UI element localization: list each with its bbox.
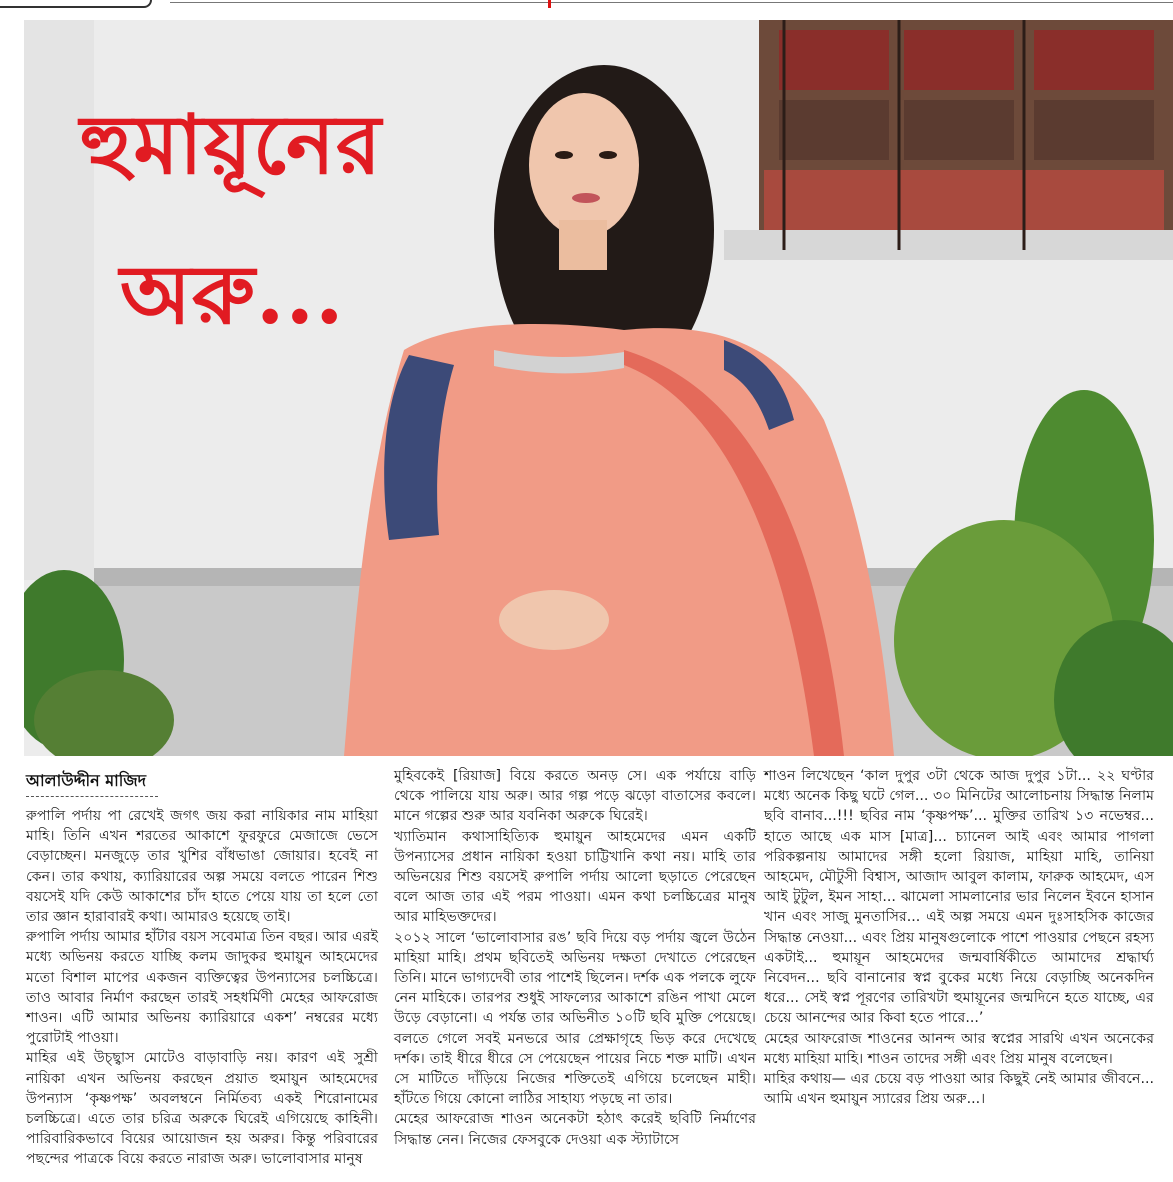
paragraph: মাহির এই উচ্ছ্বাস মোটেও বাড়াবাড়ি নয়। কারণ এই সুশ্রী নায়িকা এখন অভিনয় করছেন প্রয়াত হুমায়ুন আহমেদের উপন্যাস ‘কৃষ্ণপক্ষ’ অবলম্বনে নির্মিতব্য একই শিরোনামের চলচ্চিত্রে। এতে তার চরিত্র অরুকে ঘিরেই এগিয়েছে কাহিনী। পারিবারিকভাবে বিয়ের আয়োজন হয় অরুর। কিন্তু পরিবারের পছন্দের পাত্রকে বিয়ে করতে নারাজ অরু। ভালোবাসার মানুষ xyxy=(26,1050,378,1168)
paragraph: মুহিবকেই [রিয়াজ] বিয়ে করতে অনড় সে। এক পর্যায়ে বাড়ি থেকে পালিয়ে যায় অরু। আর গল্প পড়ে ঝড়ো বাতাসের কবলে। মানে গল্পের শুরু আর যবনিকা অরুকে ঘিরেই। xyxy=(394,768,756,825)
top-red-mark xyxy=(548,0,551,8)
article-column-1 xyxy=(26,806,378,1170)
paragraph: মেহের আফরোজ শাওনের আনন্দ আর স্বপ্নের সারথি এখন অনেকের মধ্যে মাহিয়া মাহি। শাওন তাদের সঙ্গী এবং প্রিয় মানুষ বলেছেন। xyxy=(764,1030,1154,1067)
window-frame xyxy=(724,20,1173,260)
headline-line-2: অরু... xyxy=(120,247,345,343)
headline-line-1: হুমায়ূনের xyxy=(80,97,382,193)
paragraph: শাওন লিখেছেন ‘কাল দুপুর ৩টা থেকে আজ দুপুর ১টা... ২২ ঘণ্টার মধ্যে অনেক কিছু ঘটে গেল... ৩০ মিনিটের আলোচনায় সিদ্ধান্ত নিলাম ছবি বানাব...!!! ছবির নাম ‘কৃষ্ণপক্ষ’... মুক্তির তারিখ ১৩ নভেম্বর... হাতে আছে এক মাস [মাত্র]... চ্যানেল আই এবং আমার পাগলা পরিকল্পনায় আমাদের সঙ্গী হলো রিয়াজ, মাহিয়া মাহি, তানিয়া আহমেদ, মৌটুসী বিশ্বাস, আজাদ আবুল কালাম, ফারুক আহমেদ, এস আই টুটুল, ইমন সাহা... ঝামেলা সামলানোর ভার নিলেন ইবনে হাসান খান এবং সাজু মুনতাসির... এই অল্প সময়ে এমন দুঃসাহসিক কাজের সিদ্ধান্ত নেওয়া... এবং প্রিয় মানুষগুলোকে পাশে পাওয়ার পেছনে রহস্য একটাই... হুমায়ূন আহমেদের জন্মবার্ষিকীতে আমাদের শ্রদ্ধার্ঘ্য নিবেদন... ছবি বানানোর স্বপ্ন বুকের মধ্যে নিয়ে বেড়াচ্ছি অনেকদিন ধরে... সেই স্বপ্ন পূরণের তারিখটা হুমায়ূনের জন্মদিনে হতে যাচ্ছে, এর চেয়ে আনন্দের আর কিবা হতে পারে...’ xyxy=(764,768,1154,1027)
byline: আলাউদ্দীন মাজিদ xyxy=(26,771,147,790)
paragraph: রুপালি পর্দায় আমার হাঁটার বয়স সবেমাত্র তিন বছর। আর এরই মধ্যে অভিনয় করতে যাচ্ছি কলম জাদুকর হুমায়ুন আহমেদের মতো বিশাল মাপের একজন ব্যক্তিত্বের উপন্যাসের চলচ্চিত্রে। তাও আবার নির্মাণ করছেন তারই সহধর্মিণী মেহের আফরোজ শাওন। এটি আমার অভিনয় ক্যারিয়ারে একশ’ নম্বরের মধ্যে পুরোটাই পাওয়া। xyxy=(26,929,378,1047)
page-top-strip xyxy=(0,0,1173,14)
paragraph: মাহির কথায়— এর চেয়ে বড় পাওয়া আর কিছুই নেই আমার জীবনে... আমি এখন হুমায়ুন স্যারের প্রিয় অরু...। xyxy=(764,1071,1154,1108)
page-tab-frame xyxy=(0,0,152,8)
article-column-3 xyxy=(764,766,1154,1109)
byline-rule xyxy=(26,796,158,797)
paragraph: রুপালি পর্দায় পা রেখেই জগৎ জয় করা নায়িকার নাম মাহিয়া মাহি। তিনি এখন শরতের আকাশে ফুরফুরে মেজাজে ভেসে বেড়াচ্ছেন। মনজুড়ে তার খুশির বাঁধভাঙা জোয়ার। হবেই না কেন। তার কথায়, ক্যারিয়ারের অল্প সময়ে বলতে পারেন শিশু বয়সেই যদি কেউ আকাশের চাঁদ হাতে পেয়ে যায় তা হলে তো তার জ্ঞান হারাবারই কথা। আমারও হয়েছে তাই। xyxy=(26,808,378,926)
paragraph: মেহের আফরোজ শাওন অনেকটা হঠাৎ করেই ছবিটি নির্মাণের সিদ্ধান্ত নেন। নিজের ফেসবুকে দেওয়া এক স্ট্যাটাসে xyxy=(394,1111,756,1148)
top-rule xyxy=(170,2,1173,3)
headline xyxy=(80,70,440,370)
article-column-2 xyxy=(394,766,756,1150)
paragraph: ২০১২ সালে ‘ভালোবাসার রঙ’ ছবি দিয়ে বড় পর্দায় জ্বলে উঠেন মাহিয়া মাহি। প্রথম ছবিতেই অভিনয় দক্ষতা দেখাতে পেরেছেন তিনি। মানে ভাগ্যদেবী তার পাশেই ছিলেন। দর্শক এক পলকে লুফে নেন মাহিকে। তারপর শুধুই সাফল্যের আকাশে রঙিন পাখা মেলে উড়ে বেড়ানো। এ পর্যন্ত তার অভিনীত ১০টি ছবি মুক্তি পেয়েছে। বলতে গেলে সবই মনভরে আর প্রেক্ষাগৃহে ভিড় করে দেখেছে দর্শক। তাই ধীরে ধীরে সে পেয়েছেন পায়ের নিচে শক্ত মাটি। এখন সে মাটিতে দাঁড়িয়ে নিজের শক্তিতেই এগিয়ে চলেছেন মাহী। হাঁটতে গিয়ে কোনো লাঠির সাহায্য পড়ছে না তার। xyxy=(394,929,756,1108)
paragraph: খ্যাতিমান কথাসাহিত্যিক হুমায়ুন আহমেদের এমন একটি উপন্যাসের প্রধান নায়িকা হওয়া চাট্টিখানি কথা নয়। মাহি তার অভিনয়ের শিশু বয়সেই রুপালি পর্দায় আলো ছড়াতে পেরেছেন বলে আজ তার এই পরম পাওয়া। এমন কথা চলচ্চিত্রের মানুষ আর মাহিভক্তদের। xyxy=(394,828,756,926)
